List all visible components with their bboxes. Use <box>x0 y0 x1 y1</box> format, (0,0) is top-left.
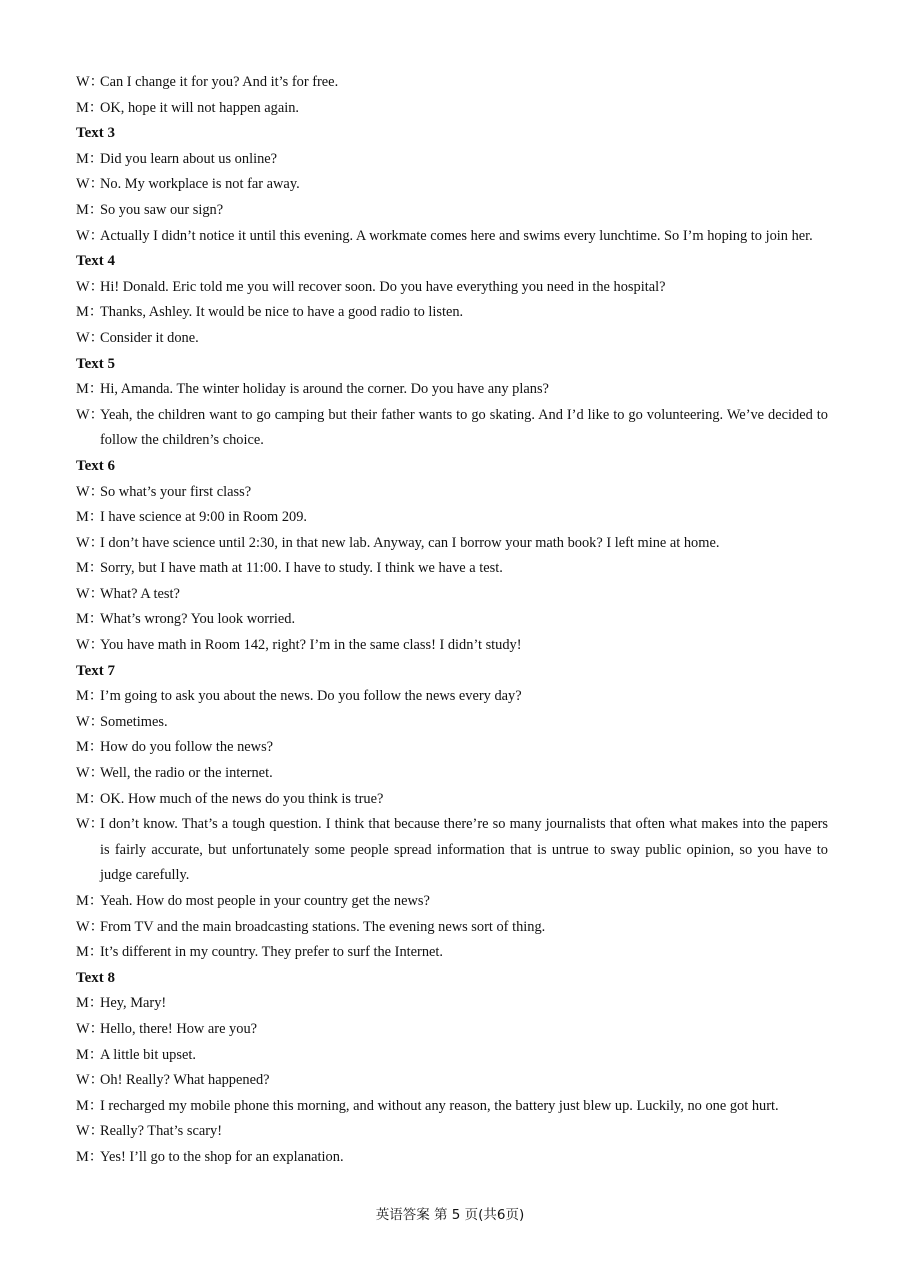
dialogue-line <box>76 403 828 454</box>
section-heading: Text 4 <box>76 253 116 270</box>
dialogue-line <box>76 96 828 122</box>
dialogue-line <box>76 1094 828 1120</box>
speaker-label: W： <box>76 918 104 935</box>
dialogue-line <box>76 172 828 198</box>
dialogue-text: Actually I didn’t notice it until this evening. A workmate comes here and swims every lunchtime. So I’m hoping to join her. <box>100 227 813 244</box>
speaker-label: M： <box>76 1097 104 1114</box>
dialogue-text: Hey, Mary! <box>100 995 167 1012</box>
dialogue-line <box>76 224 828 250</box>
dialogue-text: Oh! Really? What happened? <box>100 1072 270 1089</box>
speaker-label: W： <box>76 713 104 730</box>
dialogue-text: So you saw our sign? <box>100 201 224 218</box>
dialogue-text: OK, hope it will not happen again. <box>100 99 300 116</box>
speaker-label: M： <box>76 790 104 807</box>
dialogue-text: What’s wrong? You look worried. <box>100 611 296 628</box>
dialogue-text: I recharged my mobile phone this morning, and without any reason, the battery just blew up. Luckily, no one got hurt. <box>100 1097 779 1114</box>
dialogue-text: So what’s your first class? <box>100 483 252 500</box>
page-footer: 英语答案 第 5 页(共6页) <box>375 1207 525 1223</box>
dialogue-line <box>76 735 828 761</box>
dialogue-line <box>76 480 828 506</box>
speaker-label: W： <box>76 765 104 782</box>
dialogue-text: You have math in Room 142, right? I’m in the same class! I didn’t study! <box>100 637 522 654</box>
dialogue-line <box>76 915 828 941</box>
speaker-label: W： <box>76 406 104 423</box>
dialogue-text: Yeah. How do most people in your country get the news? <box>100 893 430 909</box>
dialogue-line <box>76 889 828 915</box>
dialogue-text: Can I change it for you? And it’s for free. <box>100 74 339 90</box>
dialogue-text: Well, the radio or the internet. <box>100 765 273 782</box>
dialogue-text: Thanks, Ashley. It would be nice to have a good radio to listen. <box>100 304 464 321</box>
speaker-label: W： <box>76 816 104 833</box>
speaker-label: W： <box>76 585 104 602</box>
dialogue-text: Yeah, the children want to go camping but their father wants to go skating. And I’d like to go volunteering. We’ve decided to follow the children’s choice. <box>100 406 828 449</box>
dialogue-text: A little bit upset. <box>100 1046 196 1063</box>
dialogue-line <box>76 582 828 608</box>
speaker-label: M： <box>76 201 104 218</box>
dialogue-line <box>76 275 828 301</box>
dialogue-text: Hello, there! How are you? <box>100 1020 258 1037</box>
dialogue-text: I’m going to ask you about the news. Do you follow the news every day? <box>100 688 522 705</box>
dialogue-line <box>76 710 828 736</box>
dialogue-line <box>76 787 828 813</box>
dialogue-text: OK. How much of the news do you think is true? <box>100 790 384 807</box>
dialogue-line <box>76 556 828 582</box>
speaker-label: W： <box>76 278 104 295</box>
dialogue-line <box>76 326 828 352</box>
speaker-label: W： <box>76 1020 104 1037</box>
speaker-label: M： <box>76 381 104 398</box>
section-heading: Text 6 <box>76 457 116 474</box>
dialogue-text: Hi, Amanda. The winter holiday is around the corner. Do you have any plans? <box>100 381 549 398</box>
dialogue-line <box>76 761 828 787</box>
dialogue-line <box>76 1119 828 1145</box>
dialogue-line <box>76 70 828 96</box>
speaker-label: M： <box>76 995 104 1012</box>
dialogue-text: It’s different in my country. They prefer to surf the Internet. <box>100 944 443 961</box>
dialogue-line <box>76 940 828 966</box>
speaker-label: M： <box>76 1046 104 1063</box>
speaker-label: M： <box>76 739 104 756</box>
dialogue-text: Yes! I’ll go to the shop for an explanation. <box>100 1148 344 1165</box>
dialogue-line <box>76 1068 828 1094</box>
dialogue-line <box>76 1017 828 1043</box>
speaker-label: M： <box>76 150 104 167</box>
speaker-label: M： <box>76 893 104 909</box>
speaker-label: W： <box>76 329 104 346</box>
dialogue-text: No. My workplace is not far away. <box>100 176 300 193</box>
section-heading: Text 8 <box>76 969 116 986</box>
dialogue-text: I don’t know. That’s a tough question. I think that because there’re so many journalists that often what makes into the papers is fairly accurate, but unfortunately some people spread information that is untrue to sway public opinion, so you have to judge carefully. <box>100 816 828 884</box>
dialogue-text: From TV and the main broadcasting stations. The evening news sort of thing. <box>100 918 546 935</box>
dialogue-text: I have science at 9:00 in Room 209. <box>100 509 308 526</box>
speaker-label: W： <box>76 227 104 244</box>
dialogue-line <box>76 300 828 326</box>
speaker-label: W： <box>76 483 104 500</box>
speaker-label: W： <box>76 1123 104 1140</box>
speaker-label: M： <box>76 99 104 116</box>
speaker-label: W： <box>76 637 104 654</box>
speaker-label: M： <box>76 688 104 705</box>
speaker-label: M： <box>76 944 104 961</box>
dialogue-line <box>76 147 828 173</box>
speaker-label: M： <box>76 1148 104 1165</box>
section-heading: Text 5 <box>76 355 116 372</box>
dialogue-line <box>76 607 828 633</box>
dialogue-text: Did you learn about us online? <box>100 150 278 167</box>
speaker-label: M： <box>76 611 104 628</box>
dialogue-text: Hi! Donald. Eric told me you will recover soon. Do you have everything you need in the hospital? <box>100 278 666 295</box>
dialogue-text: Really? That’s scary! <box>100 1123 223 1140</box>
dialogue-line <box>76 377 828 403</box>
speaker-label: M： <box>76 560 104 577</box>
section-heading: Text 7 <box>76 662 116 679</box>
speaker-label: W： <box>76 1072 104 1089</box>
dialogue-line <box>76 991 828 1017</box>
dialogue-line <box>76 198 828 224</box>
dialogue-line <box>76 812 828 889</box>
dialogue-text: What? A test? <box>100 585 180 602</box>
dialogue-text: How do you follow the news? <box>100 739 274 756</box>
speaker-label: M： <box>76 509 104 526</box>
dialogue-line <box>76 684 828 710</box>
dialogue-text: I don’t have science until 2:30, in that new lab. Anyway, can I borrow your math book? I left mine at home. <box>100 534 720 551</box>
dialogue-line <box>76 1043 828 1069</box>
speaker-label: W： <box>76 176 104 193</box>
transcript-body <box>76 70 828 1171</box>
dialogue-line <box>76 1145 828 1171</box>
dialogue-line <box>76 633 828 659</box>
dialogue-text: Sorry, but I have math at 11:00. I have to study. I think we have a test. <box>100 560 503 577</box>
dialogue-line <box>76 531 828 557</box>
speaker-label: M： <box>76 304 104 321</box>
section-heading: Text 3 <box>76 125 116 142</box>
speaker-label: W： <box>76 534 104 551</box>
dialogue-line <box>76 505 828 531</box>
dialogue-text: Sometimes. <box>100 713 168 730</box>
speaker-label: W： <box>76 74 104 90</box>
dialogue-text: Consider it done. <box>100 329 199 346</box>
